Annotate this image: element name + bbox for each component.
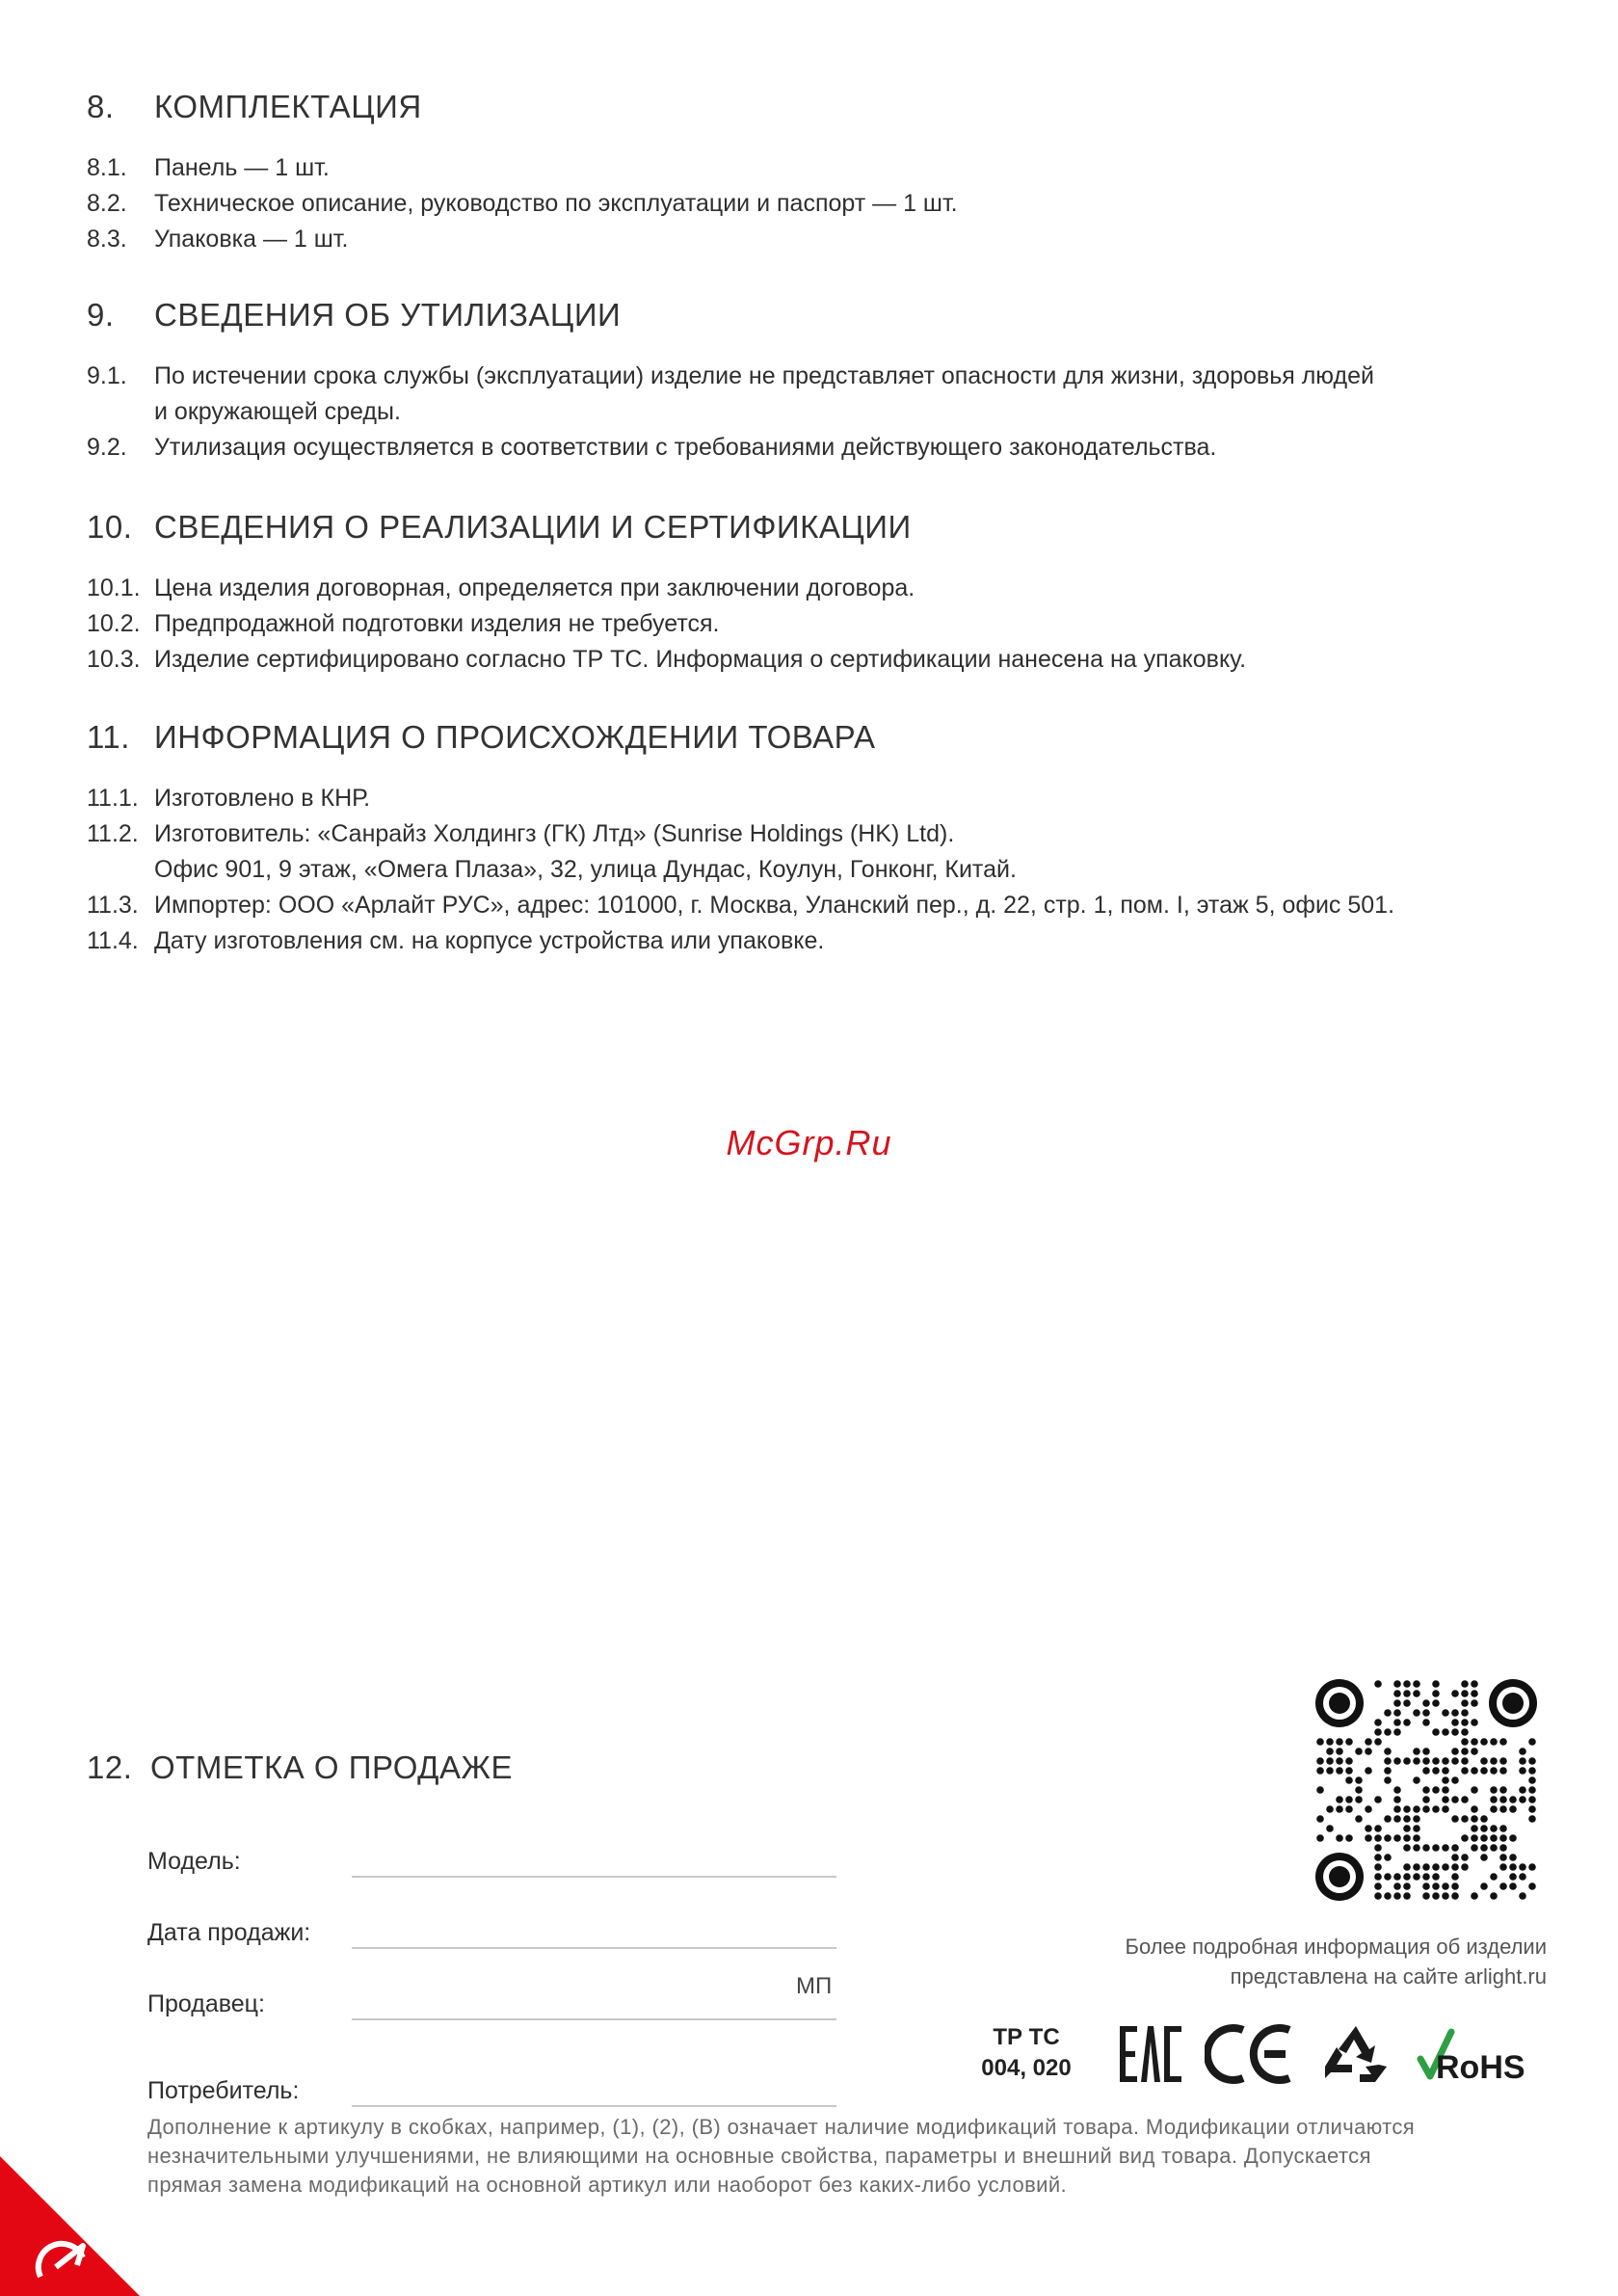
list-item <box>87 430 1552 466</box>
list-item <box>87 222 1552 257</box>
field-line <box>352 1947 836 1949</box>
list-item <box>87 186 1552 222</box>
list-item <box>87 781 1552 816</box>
item-text: Утилизация осуществляется в соответствии с требованиями действующего законодательства. <box>154 434 1217 461</box>
info-line: Более подробная информация об изделии <box>1125 1935 1547 1959</box>
item-text: Техническое описание, руководство по эксплуатации и паспорт — 1 шт. <box>154 190 958 217</box>
section-number: 8. <box>87 89 115 124</box>
stamp-place-label: МП <box>796 1973 833 1999</box>
field-label: Дата продажи: <box>147 1919 311 1946</box>
item-text: Изготовлено в КНР. <box>154 785 371 812</box>
watermark-text: McGrp.Ru <box>726 1123 892 1162</box>
eac-mark-icon <box>1118 2022 1185 2086</box>
seller-field[interactable] <box>147 1982 836 2020</box>
more-info-note <box>1041 1932 1547 1991</box>
section-number: 10. <box>87 509 133 545</box>
item-text: Импортер: ООО «Арлайт РУС», адрес: 101000, г. Москва, Уланский пер., д. 22, стр. 1, пом. I, этаж 5, офис 501. <box>154 892 1395 919</box>
footnote-line: Дополнение к артикулу в скобках, например, (1), (2), (B) означает наличие модификаций товара. Модификации отличаются <box>147 2115 1416 2139</box>
section-number: 12. <box>87 1749 133 1785</box>
section-heading <box>87 297 1552 334</box>
list-item <box>87 642 1552 678</box>
section-heading <box>87 89 1552 125</box>
field-label: Модель: <box>147 1848 241 1875</box>
tr-ts-mark <box>973 2022 1079 2084</box>
item-number: 11.3. <box>87 892 139 919</box>
field-label: Потребитель: <box>147 2077 300 2104</box>
certification-marks <box>973 2022 1552 2090</box>
section-heading <box>87 719 1552 756</box>
consumer-field[interactable] <box>147 2069 836 2107</box>
item-number: 10.3. <box>87 646 141 673</box>
field-line <box>352 2105 836 2107</box>
list-item <box>87 606 1552 642</box>
item-number: 11.1. <box>87 785 139 812</box>
field-line <box>352 1876 836 1878</box>
section-11 <box>87 719 1552 959</box>
modifications-footnote <box>147 2113 1545 2200</box>
footnote-line: незначительными улучшениями, не влияющими на основные свойства, параметры и внешний вид товара. Допускается <box>147 2144 1371 2168</box>
field-line <box>352 2018 836 2020</box>
footnote-line: прямая замена модификаций на основной артикул или наоборот без каких-либо условий. <box>147 2173 1068 2197</box>
field-label: Продавец: <box>147 1990 265 2017</box>
item-text: и окружающей среды. <box>154 398 401 425</box>
item-text: Упаковка — 1 шт. <box>154 226 349 253</box>
item-text: Изделие сертифицировано согласно ТР ТС. Информация о сертификации нанесена на упаковку. <box>154 646 1247 673</box>
rohs-mark-icon <box>1417 2022 1547 2086</box>
section-title: СВЕДЕНИЯ ОБ УТИЛИЗАЦИИ <box>154 297 622 333</box>
item-text: Дату изготовления см. на корпусе устройства или упаковке. <box>154 927 825 954</box>
section-title: ИНФОРМАЦИЯ О ПРОИСХОЖДЕНИИ ТОВАРА <box>154 719 876 755</box>
item-number: 8.1. <box>87 154 127 181</box>
ce-mark-icon <box>1205 2022 1301 2086</box>
model-field[interactable] <box>147 1839 836 1878</box>
section-title: КОМПЛЕКТАЦИЯ <box>154 89 422 124</box>
recycle-icon <box>1317 2022 1394 2086</box>
item-text: Предпродажной подготовки изделия не требуется. <box>154 610 720 637</box>
list-item <box>87 359 1552 394</box>
item-number: 8.2. <box>87 190 127 217</box>
item-number: 11.2. <box>87 820 139 847</box>
list-item <box>87 150 1552 186</box>
section-8 <box>87 89 1552 257</box>
item-text: По истечении срока службы (эксплуатации) изделие не представляет опасности для жизни, здоровья людей <box>154 362 1374 389</box>
tr-ts-numbers: 004, 020 <box>981 2055 1072 2081</box>
info-line: представлена на сайте arlight.ru <box>1230 1964 1547 1989</box>
brand-corner-logo <box>0 2122 140 2296</box>
item-number: 8.3. <box>87 226 127 253</box>
qr-code-icon[interactable] <box>1315 1679 1537 1901</box>
section-number: 9. <box>87 297 115 333</box>
item-text: Изготовитель: «Санрайз Холдингз (ГК) Лтд» (Sunrise Holdings (HK) Ltd). <box>154 820 955 847</box>
section-12-heading <box>87 1749 513 1786</box>
item-number: 10.1. <box>87 574 141 601</box>
item-number: 11.4. <box>87 927 139 954</box>
list-item <box>87 816 1552 852</box>
sale-date-field[interactable] <box>147 1910 836 1949</box>
tr-ts-label: ТР ТС <box>993 2024 1060 2050</box>
section-title: СВЕДЕНИЯ О РЕАЛИЗАЦИИ И СЕРТИФИКАЦИИ <box>154 509 912 545</box>
section-10 <box>87 509 1552 678</box>
list-item <box>87 923 1552 959</box>
section-9 <box>87 297 1552 466</box>
section-title: ОТМЕТКА О ПРОДАЖЕ <box>150 1749 514 1785</box>
list-item <box>87 571 1552 606</box>
list-item-continuation <box>87 394 1552 430</box>
item-text: Цена изделия договорная, определяется при заключении договора. <box>154 574 915 601</box>
item-number: 9.1. <box>87 362 127 389</box>
item-number: 9.2. <box>87 434 127 461</box>
item-number: 10.2. <box>87 610 141 637</box>
item-text: Панель — 1 шт. <box>154 154 330 181</box>
section-heading <box>87 509 1552 546</box>
list-item-continuation <box>87 852 1552 888</box>
list-item <box>87 888 1552 923</box>
section-number: 11. <box>87 719 130 755</box>
svg-text:RoHS: RoHS <box>1436 2049 1525 2086</box>
item-text: Офис 901, 9 этаж, «Омега Плаза», 32, улица Дундас, Коулун, Гонконг, Китай. <box>154 856 1017 883</box>
